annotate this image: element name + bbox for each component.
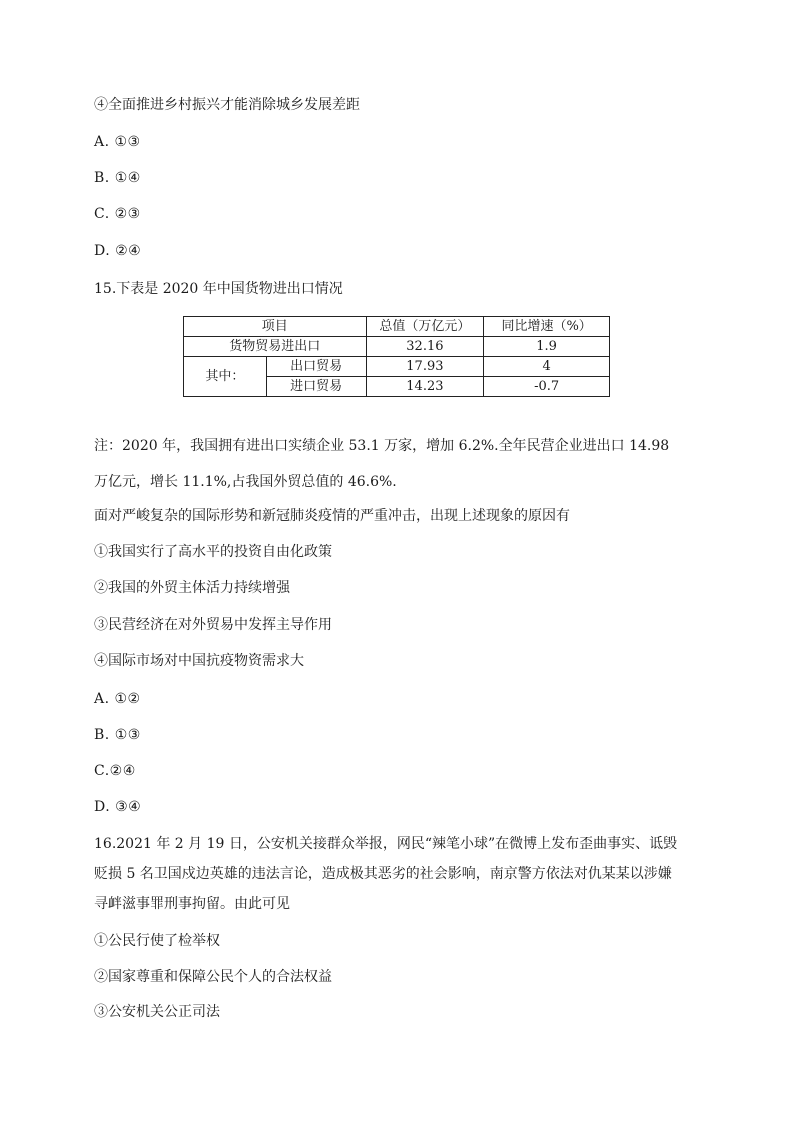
q15-option-a: A. ①② bbox=[94, 691, 141, 707]
q16-stem-line-2: 贬损 5 名卫国戍边英雄的违法言论，造成极其恶劣的社会影响，南京警方依法对仇某某以涉嫌 bbox=[94, 866, 672, 882]
trade-table bbox=[183, 316, 610, 397]
row-import-value: 14.23 bbox=[366, 377, 484, 397]
row-total-growth: 1.9 bbox=[484, 337, 610, 357]
table-header-row bbox=[184, 317, 610, 337]
row-total-label: 货物贸易进出口 bbox=[184, 337, 367, 357]
q14-option-d: D. ②④ bbox=[94, 243, 142, 259]
table-row bbox=[184, 357, 610, 377]
header-growth: 同比增速（%） bbox=[484, 317, 610, 337]
table-row bbox=[184, 337, 610, 357]
q15-option-c: C.②④ bbox=[94, 763, 136, 779]
q15-option-d: D. ③④ bbox=[94, 799, 142, 815]
q16-item-2: ②国家尊重和保障公民个人的合法权益 bbox=[94, 969, 332, 985]
row-import-label: 进口贸易 bbox=[266, 377, 366, 397]
q14-option-a: A. ①③ bbox=[94, 134, 141, 150]
row-export-growth: 4 bbox=[484, 357, 610, 377]
q16-item-3: ③公安机关公正司法 bbox=[94, 1004, 220, 1020]
q15-item-4: ④国际市场对中国抗疫物资需求大 bbox=[94, 653, 304, 669]
row-import-growth: -0.7 bbox=[484, 377, 610, 397]
q16-stem-line-3: 寻衅滋事罪刑事拘留。由此可见 bbox=[94, 896, 290, 912]
header-item: 项目 bbox=[184, 317, 367, 337]
q16-item-1: ①公民行使了检举权 bbox=[94, 933, 220, 949]
row-export-value: 17.93 bbox=[366, 357, 484, 377]
q15-option-b: B. ①③ bbox=[94, 727, 141, 743]
q15-item-1: ①我国实行了高水平的投资自由化政策 bbox=[94, 544, 332, 560]
q15-stem: 15.下表是 2020 年中国货物进出口情况 bbox=[94, 281, 343, 297]
q15-item-3: ③民营经济在对外贸易中发挥主导作用 bbox=[94, 617, 332, 633]
row-total-value: 32.16 bbox=[366, 337, 484, 357]
q16-stem-line-1: 16.2021 年 2 月 19 日，公安机关接群众举报，网民“辣笔小球”在微博上发布歪曲事实、诋毁 bbox=[94, 836, 678, 852]
q15-item-2: ②我国的外贸主体活力持续增强 bbox=[94, 580, 290, 596]
q14-item-4: ④全面推进乡村振兴才能消除城乡发展差距 bbox=[94, 97, 360, 113]
row-export-label: 出口贸易 bbox=[266, 357, 366, 377]
group-label: 其中： bbox=[184, 357, 267, 397]
q15-note-line-1: 注：2020 年，我国拥有进出口实绩企业 53.1 万家，增加 6.2%.全年民营企业进出口 14.98 bbox=[94, 438, 670, 454]
q14-option-b: B. ①④ bbox=[94, 170, 141, 186]
q15-question: 面对严峻复杂的国际形势和新冠肺炎疫情的严重冲击，出现上述现象的原因有 bbox=[94, 508, 570, 524]
header-total: 总值（万亿元） bbox=[366, 317, 484, 337]
q15-note-line-2: 万亿元，增长 11.1%,占我国外贸总值的 46.6%. bbox=[94, 474, 397, 490]
q14-option-c: C. ②③ bbox=[94, 206, 141, 222]
